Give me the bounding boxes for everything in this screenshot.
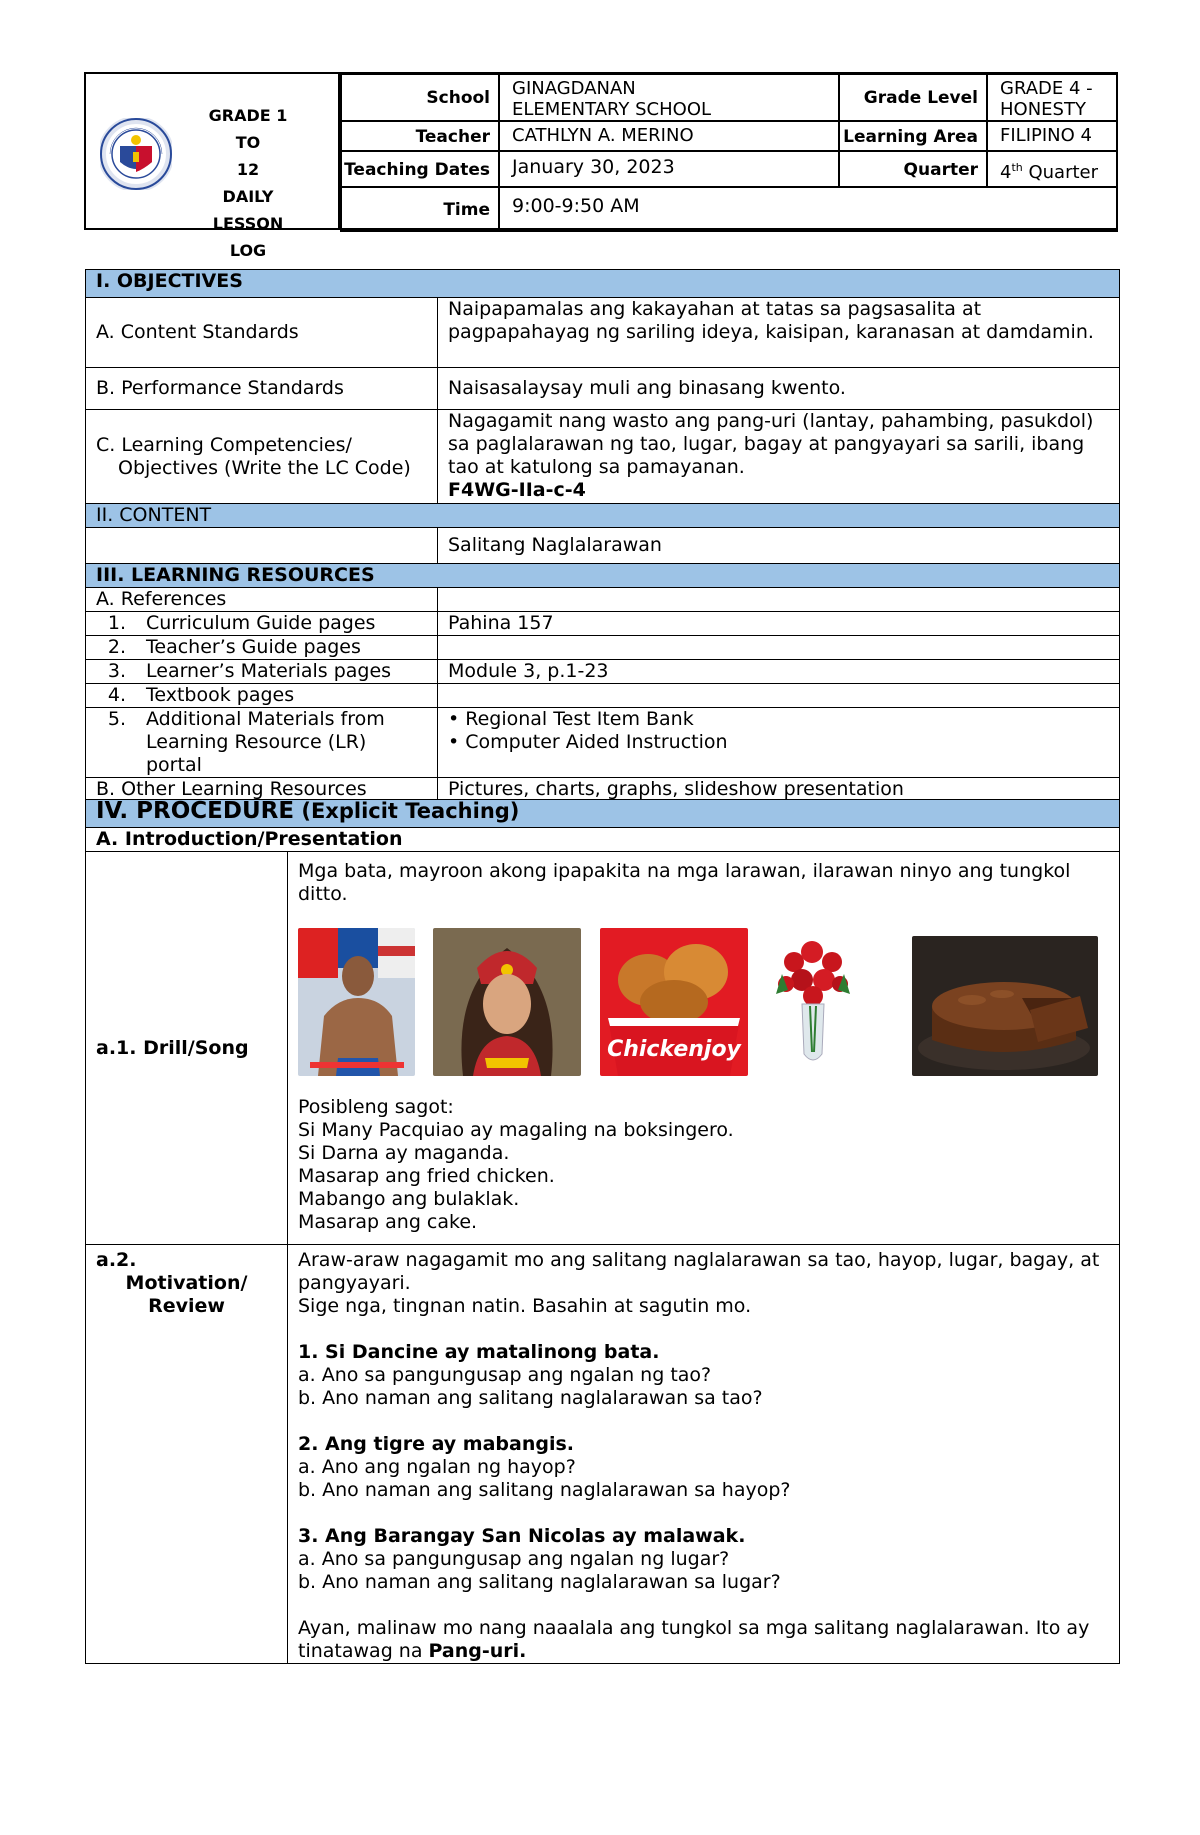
grade-level-label: Grade Level	[863, 88, 978, 108]
procedure-heading-sub: (Explicit Teaching)	[294, 799, 520, 823]
introduction-heading: A. Introduction/Presentation	[86, 828, 1120, 852]
content-standards-label: A. Content Standards	[86, 298, 438, 368]
lesson-table	[85, 269, 1120, 802]
additional-item-text: Regional Test Item Bank	[465, 708, 694, 730]
time-label: Time	[443, 200, 490, 220]
answer-line: Si Darna ay maganda.	[298, 1142, 510, 1164]
grade-level-line: GRADE 4 -	[1000, 78, 1093, 99]
question-item: b. Ano naman ang salitang naglalarawan sa lugar?	[298, 1571, 781, 1593]
flower-vase-picture	[772, 934, 854, 1070]
performance-standards-value: Naisasalaysay muli ang binasang kwento.	[438, 368, 1120, 410]
deped-seal-logo	[100, 118, 172, 190]
school-value-line: GINAGDANAN	[512, 78, 636, 99]
chocolate-cake-picture	[912, 936, 1098, 1076]
question-sentence: 3. Ang Barangay San Nicolas ay malawak.	[298, 1525, 746, 1547]
motivation-label-line: Motivation/	[125, 1272, 248, 1294]
resource-item-label	[86, 684, 438, 708]
quarter-label: Quarter	[903, 160, 978, 180]
answer-line: Masarap ang fried chicken.	[298, 1165, 555, 1187]
quarter-number: 4	[1000, 162, 1012, 183]
header-title-line: 12	[236, 160, 260, 179]
motivation-label-line: a.2.	[96, 1249, 137, 1271]
motivation-intro: Araw-araw nagagamit mo ang salitang naglalarawan sa tao, hayop, lugar, bagay, at pangyayari.	[298, 1249, 1100, 1294]
resources-heading: III. LEARNING RESOURCES	[86, 564, 1120, 588]
other-resources-label: B. Other Learning Resources	[86, 778, 438, 802]
resource-item-number: 3.	[107, 660, 126, 682]
header-title-line: DAILY	[222, 187, 274, 206]
darna-picture	[433, 928, 581, 1076]
resource-item-label	[86, 636, 438, 660]
question-sentence: 1. Si Dancine ay matalinong bata.	[298, 1341, 660, 1363]
motivation-instruction: Sige nga, tingnan natin. Basahin at sagutin mo.	[298, 1295, 752, 1317]
procedure-heading	[86, 800, 1120, 828]
time-value: 9:00-9:50 AM	[512, 195, 640, 217]
resource-item-value: Module 3, p.1-23	[438, 660, 1120, 684]
header-title-line: LESSON LOG	[212, 214, 284, 260]
additional-materials-value	[438, 708, 1120, 778]
question-item: a. Ano ang ngalan ng hayop?	[298, 1456, 576, 1478]
additional-label-line: Additional Materials from	[146, 708, 385, 730]
question-item: a. Ano sa pangungusap ang ngalan ng tao?	[298, 1364, 712, 1386]
header-title-box	[84, 72, 340, 260]
additional-label-line: Learning Resource (LR)	[146, 731, 367, 753]
chickenjoy-picture	[600, 928, 748, 1076]
teaching-dates-label: Teaching Dates	[344, 160, 490, 180]
school-label: School	[426, 88, 490, 108]
additional-materials-label	[86, 708, 438, 778]
objectives-heading: I. OBJECTIVES	[86, 270, 1120, 298]
motivation-label	[86, 1245, 288, 1664]
closing-term: Pang-uri.	[428, 1640, 527, 1662]
grade-level-line: HONESTY	[1000, 99, 1086, 120]
grade-level-value	[1000, 78, 1112, 120]
additional-item: • Computer Aided Instruction	[448, 731, 728, 753]
answers-heading: Posibleng sagot:	[298, 1096, 454, 1118]
header-info-grid	[340, 72, 1118, 234]
motivation-content	[288, 1245, 1120, 1664]
additional-item: • Regional Test Item Bank	[448, 708, 694, 730]
performance-standards-label: B. Performance Standards	[86, 368, 438, 410]
learning-area-value: FILIPINO 4	[1000, 125, 1092, 146]
lesson-log-header	[84, 72, 1118, 260]
teaching-dates-value: January 30, 2023	[512, 156, 675, 178]
school-value	[512, 78, 832, 120]
resource-item-text: Learner’s Materials pages	[146, 660, 392, 682]
answer-line: Masarap ang cake.	[298, 1211, 478, 1233]
quarter-word: Quarter	[1022, 162, 1099, 183]
answer-line: Si Many Pacquiao ay magaling na boksingero.	[298, 1119, 734, 1141]
header-title	[198, 102, 298, 264]
resource-item-text: Textbook pages	[146, 684, 295, 706]
competencies-text: Nagagamit nang wasto ang pang-uri (lantay, pahambing, pasukdol) sa paglalarawan ng tao, lugar, bagay at pangyayari sa sarili, ibang tao at katulong sa pamayanan.	[448, 410, 1094, 478]
procedure-heading-main: IV. PROCEDURE	[96, 798, 295, 824]
other-resources-value: Pictures, charts, graphs, slideshow presentation	[438, 778, 1120, 802]
competencies-value	[438, 410, 1120, 504]
content-value: Salitang Naglalarawan	[438, 528, 1120, 564]
boxer-picture	[298, 928, 415, 1076]
question-item: b. Ano naman ang salitang naglalarawan sa tao?	[298, 1387, 763, 1409]
competencies-label-line: Objectives (Write the LC Code)	[118, 456, 411, 479]
teacher-label: Teacher	[415, 127, 490, 147]
question-item: b. Ano naman ang salitang naglalarawan sa hayop?	[298, 1479, 791, 1501]
drill-intro-text: Mga bata, mayroon akong ipapakita na mga larawan, ilarawan ninyo ang tungkol ditto.	[298, 860, 1071, 905]
resource-item-value	[438, 636, 1120, 660]
additional-item-text: Computer Aided Instruction	[465, 731, 728, 753]
additional-label-line: portal	[146, 754, 202, 776]
answer-line: Mabango ang bulaklak.	[298, 1188, 520, 1210]
references-empty	[438, 588, 1120, 612]
resource-item-number: 2.	[107, 636, 126, 658]
closing-paragraph	[298, 1617, 1109, 1663]
chickenjoy-label: Chickenjoy	[607, 1037, 741, 1062]
question-sentence: 2. Ang tigre ay mabangis.	[298, 1433, 575, 1455]
resource-item-text: Teacher’s Guide pages	[146, 636, 361, 658]
school-value-line: ELEMENTARY SCHOOL	[512, 99, 712, 120]
question-item: a. Ano sa pangungusap ang ngalan ng lugar?	[298, 1548, 730, 1570]
header-title-line: GRADE 1 TO	[208, 106, 288, 152]
resource-item-number: 5.	[107, 708, 126, 730]
resource-item-value	[438, 684, 1120, 708]
competencies-label-line: C. Learning Competencies/	[96, 433, 352, 456]
quarter-value	[1000, 157, 1112, 183]
resource-item-label	[86, 612, 438, 636]
resource-item-number: 4.	[107, 684, 126, 706]
motivation-label-line: Review	[148, 1295, 225, 1317]
references-label: A. References	[86, 588, 438, 612]
content-heading: II. CONTENT	[86, 504, 1120, 528]
resource-item-value: Pahina 157	[438, 612, 1120, 636]
learning-area-label: Learning Area	[843, 127, 978, 147]
resource-item-number: 1.	[107, 612, 126, 634]
content-empty-cell	[86, 528, 438, 564]
quarter-suffix: th	[1011, 161, 1023, 174]
drill-label: a.1. Drill/Song	[86, 852, 288, 1245]
content-standards-value: Naipapamalas ang kakayahan at tatas sa pagsasalita at pagpapahayag ng sariling ideya, kaisipan, karanasan at damdamin.	[438, 298, 1120, 368]
competencies-label	[86, 410, 438, 504]
lc-code: F4WG-IIa-c-4	[448, 479, 586, 501]
closing-text: Ayan, malinaw mo nang naaalala ang tungkol sa mga salitang naglalarawan. Ito ay tinatawag na	[298, 1617, 1090, 1662]
resource-item-text: Curriculum Guide pages	[146, 612, 376, 634]
resource-item-label	[86, 660, 438, 684]
teacher-value: CATHLYN A. MERINO	[512, 125, 694, 146]
